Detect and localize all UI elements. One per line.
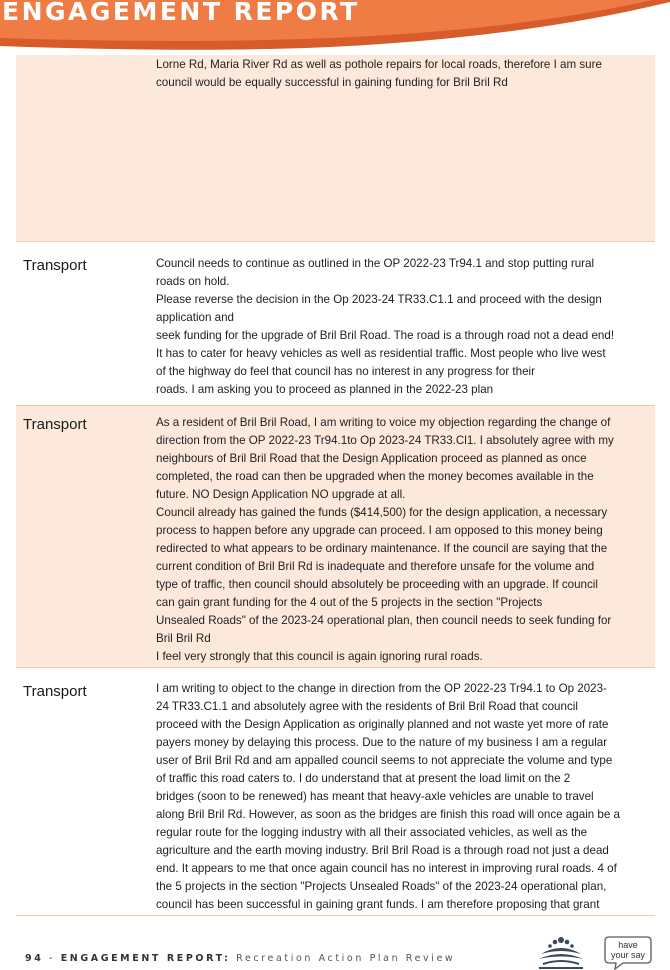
comment-line: process to happen before any upgrade can proceed. I am opposed to this money being (156, 524, 603, 537)
comment-line: can gain grant funding for the 4 out of the 5 projects in the section "Projects (156, 596, 543, 609)
comment-row (16, 668, 655, 916)
comment-line: I am writing to object to the change in direction from the OP 2022-23 Tr94.1 to Op 2023- (156, 682, 607, 695)
comment-line: proceed with the Design Application as originally planned and not waste yet more of rate (156, 718, 609, 731)
row-comment (156, 255, 646, 399)
comment-line: along Bril Bril Rd. However, as soon as the bridges are finish this road will once again be a (156, 808, 620, 821)
comment-line: completed, the road can then be upgraded when the money becomes available in the (156, 470, 594, 483)
comment-line: payers money by delaying this process. Due to the nature of my business I am a regular (156, 736, 608, 749)
have-your-say-logo-icon (603, 935, 653, 970)
row-comment (156, 414, 646, 666)
comment-line: future. NO Design Application NO upgrade at all. (156, 488, 406, 501)
comment-line: seek funding for the upgrade of Bril Bril Road. The road is a through road not a dead end! (156, 329, 615, 342)
council-logo-icon (533, 934, 589, 970)
comment-line: Council already has gained the funds ($414,500) for the design application, a necessary (156, 506, 608, 519)
comment-line: Please reverse the decision in the Op 2023-24 TR33.C1.1 and proceed with the design (156, 293, 602, 306)
footer-report-label: ENGAGEMENT REPORT: (60, 953, 231, 964)
page-number: 94 (25, 953, 44, 964)
comment-line: council would be equally successful in gaining funding for Bril Bril Rd (156, 76, 508, 89)
comment-line: regular route for the logging industry with all their associated vehicles, as well as the (156, 826, 588, 839)
comment-line: direction from the OP 2022-23 Tr94.1to Op 2023-24 TR33.Cl1. I absolutely agree with my (156, 434, 614, 447)
comment-line: Lorne Rd, Maria River Rd as well as pothole repairs for local roads, therefore I am sure (156, 58, 602, 71)
comment-line: user of Bril Bril Rd and am appalled council seems to not appreciate the volume and type (156, 754, 613, 767)
footer-subtitle: Recreation Action Plan Review (230, 953, 456, 964)
comment-row (16, 406, 655, 668)
comment-line: It has to cater for heavy vehicles as well as residential traffic. Most people who live west (156, 347, 606, 360)
comment-line: the 5 projects in the section "Projects Unsealed Roads" of the 2023-24 operational plan, (156, 880, 607, 893)
row-topic: Transport (23, 683, 87, 700)
row-topic: Transport (23, 257, 87, 274)
comment-line: neighbours of Bril Bril Road that the Design Application proceed as planned as once (156, 452, 587, 465)
logo-have-text: have (618, 940, 638, 950)
row-comment (156, 56, 646, 92)
header-title: ENGAGEMENT REPORT (2, 0, 360, 26)
comment-line: current condition of Bril Bril Rd is inadequate and therefore unsafe for the volume and (156, 560, 595, 573)
logo-your-say-text: your say (610, 950, 646, 960)
row-topic: Transport (23, 416, 87, 433)
comment-line: end. It appears to me that once again council has no interest in improving rural roads. 4 of (156, 862, 617, 875)
report-header (0, 0, 670, 60)
row-comment (156, 680, 646, 914)
comment-line: Council needs to continue as outlined in the OP 2022-23 Tr94.1 and stop putting rural (156, 257, 595, 270)
footer-caption (25, 953, 455, 964)
comment-line: As a resident of Bril Bril Road, I am writing to voice my objection regarding the change of (156, 416, 611, 429)
comment-line: roads on hold. (156, 275, 230, 288)
comment-line: Unsealed Roads" of the 2023-24 operational plan, then council needs to seek funding for (156, 614, 612, 627)
comment-line: council has been successful in gaining grant funds. I am therefore proposing that grant (156, 898, 600, 911)
comment-line: agriculture and the earth moving industry. Bril Bril Road is a through road not just a dead (156, 844, 609, 857)
comment-row (16, 55, 655, 242)
comment-line: bridges (soon to be renewed) has meant that heavy-axle vehicles are unable to travel (156, 790, 594, 803)
comment-line: of traffic this road caters to. I do understand that at present the load limit on the 2 (156, 772, 571, 785)
comment-line: of the highway do feel that council has no interest in any progress for their (156, 365, 535, 378)
comment-line: redirected to what appears to be ordinary maintenance. If the council are saying that the (156, 542, 608, 555)
comment-line: Bril Bril Rd (156, 632, 211, 645)
comment-row (16, 242, 655, 406)
comment-line: I feel very strongly that this council is again ignoring rural roads. (156, 650, 483, 663)
comment-line: type of traffic, then council should absolutely be proceeding with an upgrade. If council (156, 578, 598, 591)
footer-separator: - (43, 953, 61, 964)
comment-line: roads. I am asking you to proceed as planned in the 2022-23 plan (156, 383, 494, 396)
comment-line: application and (156, 311, 234, 324)
comment-line: 24 TR33.C1.1 and absolutely agree with the residents of Bril Bril Road that council (156, 700, 578, 713)
